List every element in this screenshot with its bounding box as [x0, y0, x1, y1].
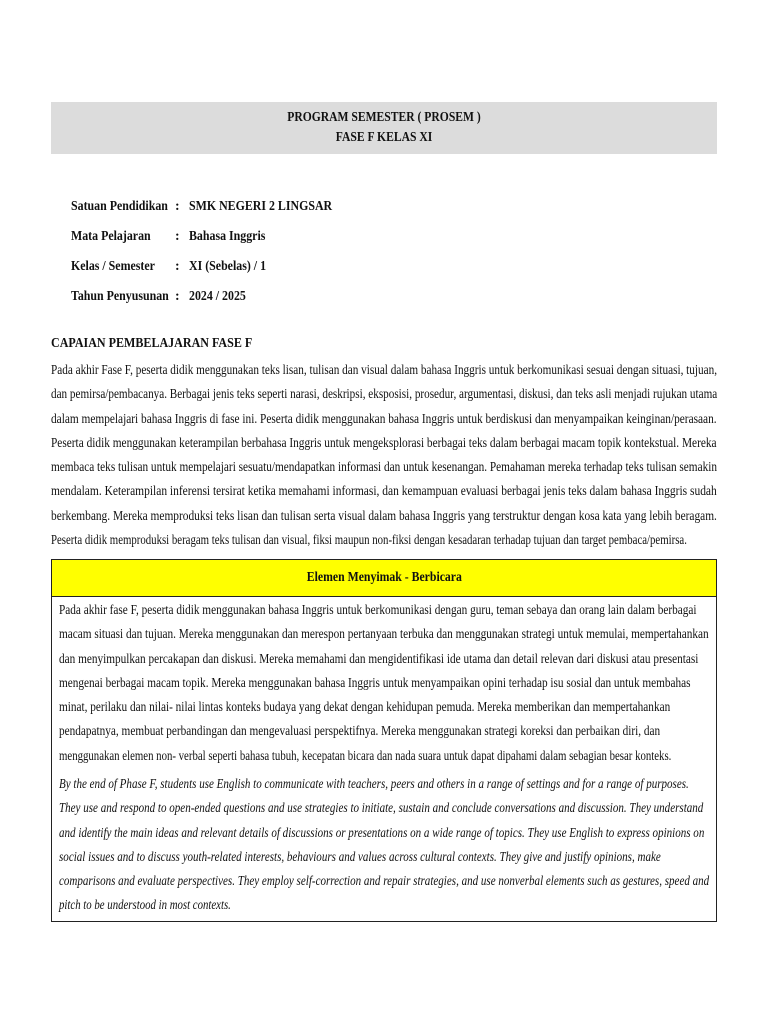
info-colon: :: [175, 229, 180, 244]
paragraph-line: comparisons and evaluate perspectives. They employ self-correction and repair strategies, and use nonverbal elements such as gestures, speed and: [59, 873, 710, 889]
info-label: Mata Pelajaran: [71, 229, 151, 244]
paragraph-line: macam situasi dan tujuan. Mereka menggunakan dan merespon pertanyaan terbuka dan menggunakan strategi untuk memulai, mempertahankan: [59, 626, 709, 642]
paragraph-line: social issues and to discuss youth-related interests, behaviours and values across cultural contexts. They give and justify opinions, make: [59, 848, 661, 864]
element-title: Elemen Menyimak - Berbicara: [306, 570, 462, 585]
paragraph-line: minat, perilaku dan nilai- nilai lintas konteks budaya yang dekat dengan kehidupan pemuda. Mereka memberikan dan mempertahankan: [59, 699, 671, 715]
paragraph-line: pitch to be understood in most contexts.: [59, 897, 231, 913]
paragraph-line: Peserta didik menggunakan keterampilan berbahasa Inggris untuk mengeksplorasi berbagai teks dalam berbagai macam topik kontekstual. Mereka: [51, 434, 717, 450]
paragraph-line: and identify the main ideas and relevant details of discussions or presentations on a wide range of topics. They use English to express opinions on: [59, 824, 705, 840]
paragraph-line: By the end of Phase F, students use English to communicate with teachers, peers and others in a range of settings and for a range of purposes.: [59, 776, 689, 791]
info-value: 2024 / 2025: [189, 289, 246, 304]
info-label: Satuan Pendidikan: [71, 199, 168, 214]
element-english-text: [59, 772, 768, 918]
document-header: [51, 102, 717, 154]
info-colon: :: [175, 259, 180, 274]
paragraph-line: berkembang. Mereka memproduksi teks lisan dan tulisan serta visual dalam bahasa Inggris yang terstruktur dengan kosa kata yang lebih beragam.: [51, 507, 717, 523]
paragraph-line: Pada akhir Fase F, peserta didik menggunakan teks lisan, tulisan dan visual dalam bahasa Inggris untuk berkomunikasi sesuai dengan situasi, tujuan,: [51, 362, 718, 377]
paragraph-line: mendalam. Keterampilan inferensi tersirat ketika memahami informasi, dan kemampuan evaluasi berbagai jenis teks dalam bahasa Inggris sudah: [51, 483, 717, 499]
info-value: SMK NEGERI 2 LINGSAR: [189, 199, 333, 214]
paragraph-line: menggunakan elemen non- verbal seperti bahasa tubuh, kecepatan bicara dan nada suara untuk dapat dipahami dalam sebagian besar konteks.: [59, 747, 672, 763]
capaian-paragraph: [51, 358, 717, 552]
paragraph-line: dan pemirsa/pembacanya. Berbagai jenis teks seperti narasi, deskripsi, eksposisi, prosedur, argumentasi, diskusi, dan teks asli menjadi rujukan utama: [51, 386, 718, 402]
document-title: PROGRAM SEMESTER ( PROSEM ): [287, 109, 481, 124]
info-value: Bahasa Inggris: [189, 229, 266, 244]
info-row-tahun: [71, 282, 357, 312]
info-row-kelas: [71, 252, 357, 282]
info-row-satuan: [71, 192, 357, 222]
element-indonesian-text: [59, 598, 768, 768]
capaian-title: CAPAIAN PEMBELAJARAN FASE F: [51, 336, 253, 351]
info-colon: :: [175, 199, 180, 214]
info-row-mapel: [71, 222, 357, 252]
element-body: [51, 596, 717, 922]
paragraph-line: dalam mempelajari bahasa Inggris di fase ini. Peserta didik menggunakan bahasa Inggris untuk berdiskusi dan menyampaikan keinginan/perasaan.: [51, 410, 717, 426]
info-value: XI (Sebelas) / 1: [189, 259, 267, 274]
info-block: [71, 192, 357, 312]
element-header: [51, 559, 717, 597]
info-label: Kelas / Semester: [71, 259, 155, 274]
info-label: Tahun Penyusunan: [71, 289, 169, 304]
paragraph-line: mengenai berbagai macam topik. Mereka menggunakan bahasa Inggris untuk menyampaikan opini terhadap isu sosial dan untuk membahas: [59, 674, 691, 690]
paragraph-line: Peserta didik memproduksi beragam teks tulisan dan visual, fiksi maupun non-fiksi dengan kesadaran terhadap tujuan dan target pembaca/pemirsa.: [51, 532, 687, 548]
paragraph-line: pendapatnya, membuat perbandingan dan mengevaluasi perspektifnya. Mereka menggunakan strategi koreksi dan perbaikan diri, dan: [59, 723, 661, 739]
paragraph-line: They use and respond to open-ended questions and use strategies to initiate, sustain and conclude conversations and discussion. They understand: [59, 800, 704, 816]
paragraph-line: dan menyimpulkan percakapan dan diskusi. Mereka memahami dan mengidentifikasi ide utama dan detail relevan dari diskusi atau presentasi: [59, 650, 699, 666]
info-colon: :: [175, 289, 180, 304]
paragraph-line: membaca teks tulisan untuk mempelajari sesuatu/mendapatkan informasi dan untuk kesenangan. Pemahaman mereka terhadap teks tulisan semakin: [51, 459, 718, 475]
document-subtitle: FASE F KELAS XI: [335, 129, 433, 144]
paragraph-line: Pada akhir fase F, peserta didik menggunakan bahasa Inggris untuk berkomunikasi dengan guru, teman sebaya dan orang lain dalam berbagai: [59, 602, 697, 617]
